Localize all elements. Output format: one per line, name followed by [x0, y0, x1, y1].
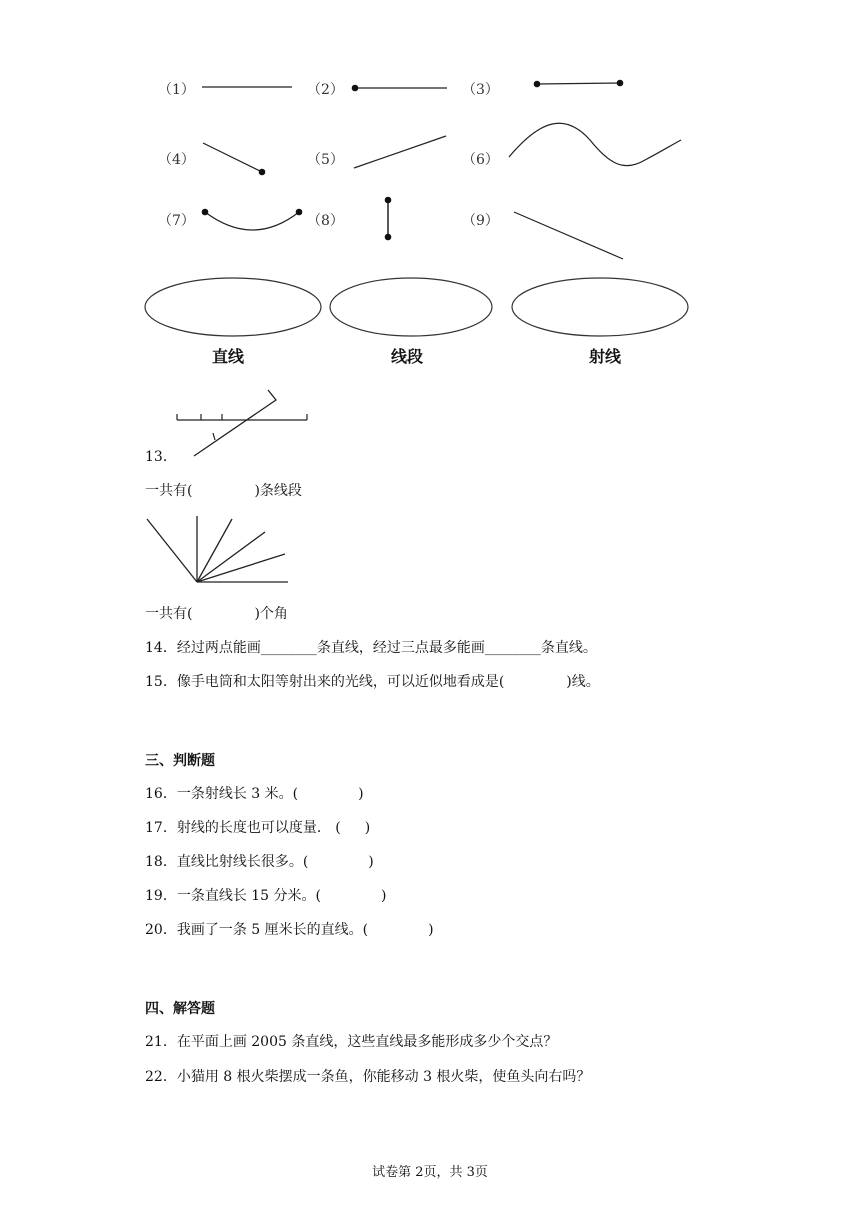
q13-segment-suffix: )条线段	[254, 483, 302, 499]
page-footer: 试卷第 2页，共 3页	[372, 1165, 488, 1180]
figure-label-6: （6）	[462, 152, 499, 168]
q20-prefix: 20．我画了一条 5 厘米长的直线。(	[145, 922, 369, 938]
q13-number: 13．	[145, 449, 177, 465]
q13-angle-question	[145, 603, 288, 623]
category-ellipse-ray	[512, 278, 688, 336]
figure-7-endpoint-left	[202, 209, 209, 216]
figure-label-1: （1）	[158, 82, 195, 98]
figure-5-line	[354, 136, 446, 168]
category-label-line: 直线	[212, 347, 245, 366]
figure-3-endpoint-right	[617, 80, 624, 87]
q19-question	[145, 885, 386, 905]
q13-angle-figure	[147, 516, 288, 582]
figure-7-arc	[205, 212, 299, 230]
q16-suffix: )	[358, 786, 364, 802]
figure-9-line	[514, 212, 623, 259]
q20-suffix: )	[428, 922, 434, 938]
q18-prefix: 18．直线比射线长很多。(	[145, 854, 309, 870]
q18-question	[145, 851, 374, 871]
figure-label-5: （5）	[307, 152, 344, 168]
section-4-title: 四、解答题	[145, 1001, 215, 1017]
figure-label-9: （9）	[462, 213, 499, 229]
q15-question	[145, 671, 600, 691]
q21-question: 21．在平面上画 2005 条直线，这些直线最多能形成多少个交点？	[145, 1034, 558, 1050]
q19-prefix: 19．一条直线长 15 分米。(	[145, 888, 321, 904]
q22-question: 22．小猫用 8 根火柴摆成一条鱼，你能移动 3 根火柴，使鱼头向右吗？	[145, 1069, 591, 1085]
category-label-segment: 线段	[391, 347, 424, 366]
q20-question	[145, 919, 434, 939]
figure-6-curve	[509, 123, 681, 165]
q17-prefix: 17．射线的长度也可以度量． (	[145, 820, 341, 836]
q13-segment-prefix: 一共有(	[145, 483, 193, 499]
figure-4-ray	[203, 143, 262, 172]
q13-segment-figure	[177, 390, 307, 456]
q16-prefix: 16．一条射线长 3 米。(	[145, 786, 299, 802]
q18-suffix: )	[368, 854, 374, 870]
figure-label-7: （7）	[158, 213, 195, 229]
figure-3-segment	[537, 83, 620, 84]
figure-3-endpoint-left	[534, 81, 541, 88]
q13-segment-question	[145, 480, 302, 500]
figure-4-endpoint	[259, 169, 266, 176]
figure-label-2: （2）	[307, 82, 344, 98]
figure-label-3: （3）	[462, 82, 499, 98]
figure-label-4: （4）	[158, 152, 195, 168]
figure-8-endpoint-bottom	[385, 234, 392, 241]
q16-question	[145, 783, 364, 803]
category-ellipse-segment	[330, 278, 492, 336]
figure-label-8: （8）	[307, 213, 344, 229]
q17-question	[145, 817, 370, 837]
figure-2-endpoint	[352, 85, 359, 92]
figure-7-endpoint-right	[296, 209, 303, 216]
q13-angle-suffix: )个角	[254, 606, 288, 622]
q19-suffix: )	[381, 888, 387, 904]
category-label-ray: 射线	[589, 347, 622, 366]
q15-prefix: 15．像手电筒和太阳等射出来的光线，可以近似地看成是(	[145, 674, 505, 690]
q15-suffix: )线。	[566, 674, 600, 690]
section-3-title: 三、判断题	[145, 753, 215, 769]
q14-question: 14．经过两点能画________条直线，经过三点最多能画________条直线。	[145, 640, 597, 656]
figure-8-endpoint-top	[385, 197, 392, 204]
q13-angle-prefix: 一共有(	[145, 606, 193, 622]
q17-suffix: )	[364, 820, 371, 836]
category-ellipse-line	[145, 278, 321, 336]
